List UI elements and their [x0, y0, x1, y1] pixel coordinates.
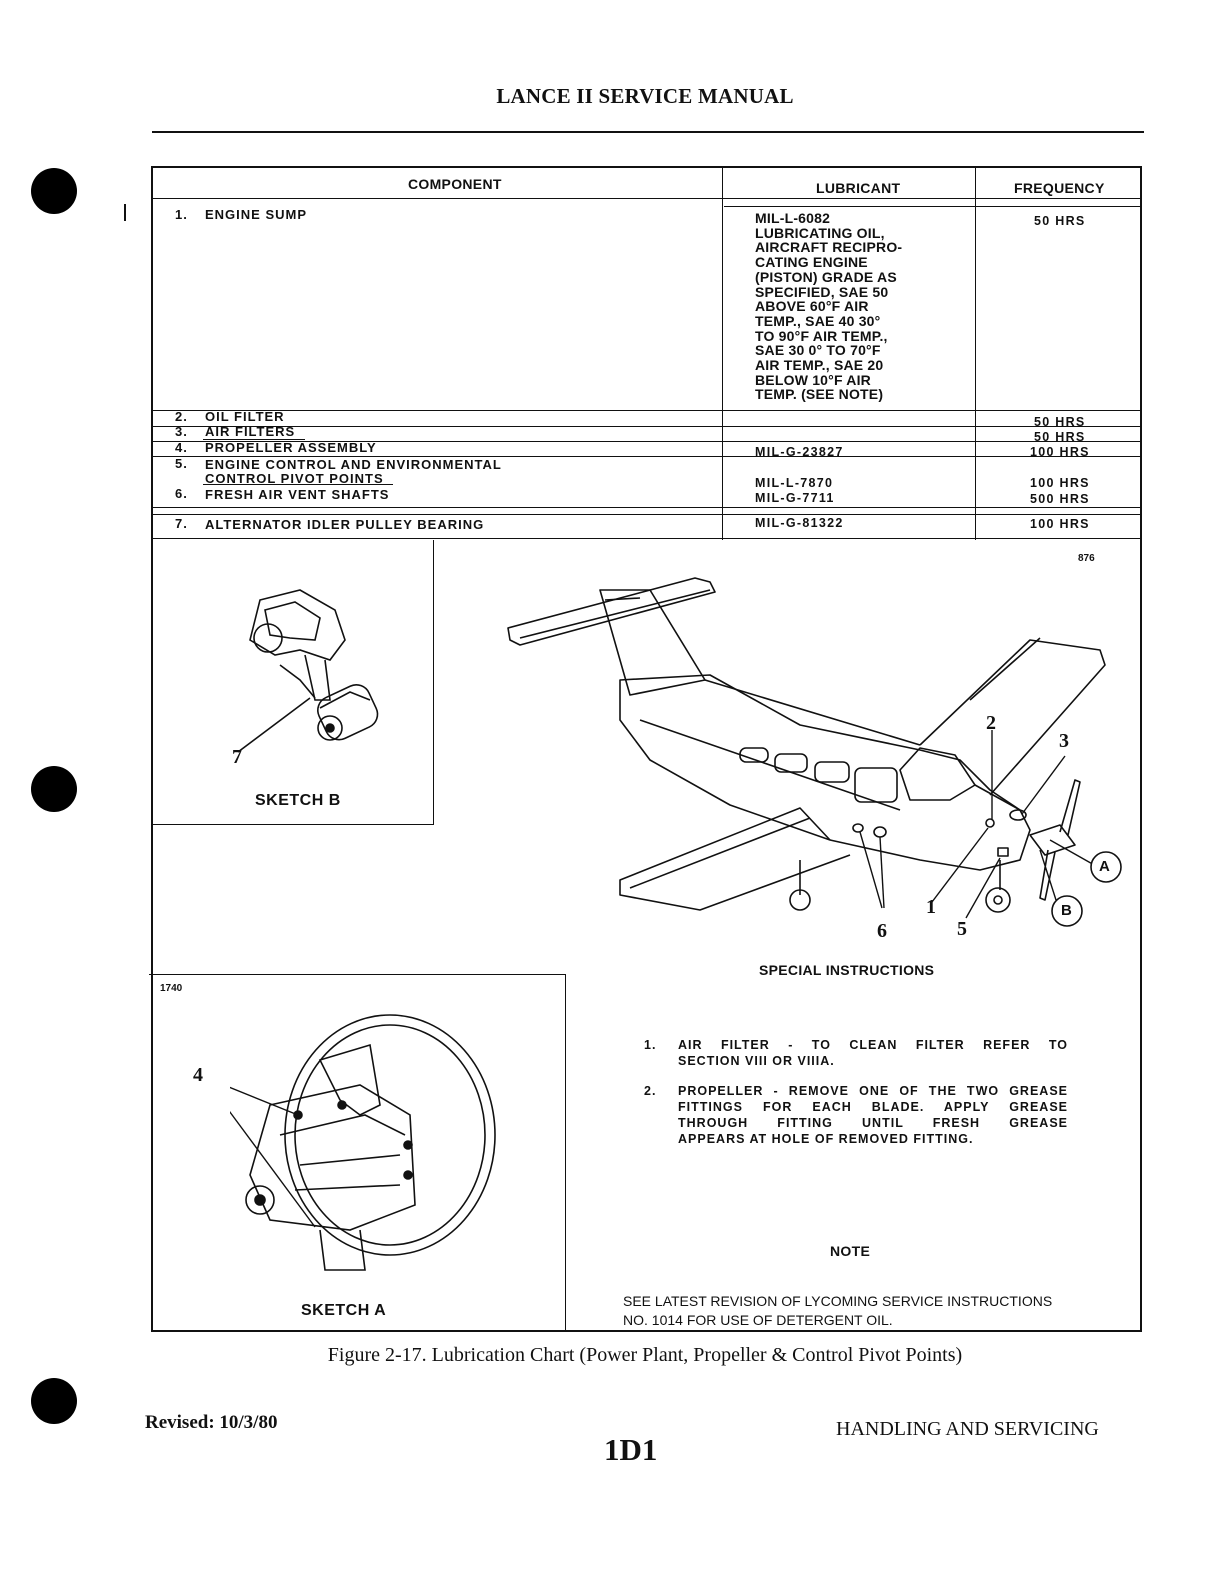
component-name: AIR FILTERS — [205, 424, 296, 439]
frequency-value: 100 HRS — [1030, 476, 1090, 490]
column-header-component: COMPONENT — [408, 176, 502, 192]
table-line — [153, 426, 1141, 427]
callout-7: 7 — [232, 746, 242, 768]
component-name: ENGINE SUMP — [205, 207, 308, 222]
table-line — [153, 514, 1141, 515]
lubricant-spec: MIL-G-7711 — [755, 491, 835, 505]
binder-hole-bottom — [31, 1378, 77, 1424]
row-number: 6. — [175, 486, 188, 501]
instruction-text: AIR FILTER - TO CLEAN FILTER REFER TO SECTION VIII OR VIIIA. — [678, 1038, 1068, 1068]
table-line — [153, 538, 1141, 539]
row-number: 3. — [175, 424, 188, 439]
aircraft-drawing — [500, 570, 1140, 950]
figure-code: 876 — [1078, 553, 1095, 564]
sketch-b-label: SKETCH B — [255, 792, 341, 809]
revised-date: Revised: 10/3/80 — [145, 1412, 278, 1433]
component-name: ALTERNATOR IDLER PULLEY BEARING — [205, 517, 485, 532]
frequency-value: 50 HRS — [1034, 430, 1086, 444]
lubricant-spec: MIL-G-23827 — [755, 445, 844, 459]
instruction-number: 2. — [644, 1084, 657, 1098]
frequency-value: 100 HRS — [1030, 517, 1090, 531]
binder-hole-middle — [31, 766, 77, 812]
column-header-frequency: FREQUENCY — [1014, 180, 1105, 196]
callout-b: B — [1061, 902, 1072, 919]
table-line — [153, 198, 1141, 199]
callout-a: A — [1099, 858, 1110, 875]
callout-4: 4 — [193, 1064, 203, 1086]
note-text: SEE LATEST REVISION OF LYCOMING SERVICE INSTRUCTIONS NO. 1014 FOR USE OF DETERGENT OIL. — [623, 1293, 1053, 1328]
frequency-value: 500 HRS — [1030, 492, 1090, 506]
column-header-lubricant: LUBRICANT — [816, 180, 901, 196]
row-number: 2. — [175, 409, 188, 424]
row-number: 1. — [175, 207, 188, 222]
sketch-a-label: SKETCH A — [301, 1302, 387, 1319]
special-instructions-heading: SPECIAL INSTRUCTIONS — [759, 962, 935, 978]
note-heading: NOTE — [830, 1243, 871, 1259]
component-name: OIL FILTER — [205, 409, 285, 424]
table-line — [724, 206, 1141, 207]
component-name-line2: CONTROL PIVOT POINTS — [205, 471, 384, 486]
binder-hole-top — [31, 168, 77, 214]
page-number: 1D1 — [604, 1432, 658, 1467]
lubricant-spec: MIL-L-6082 LUBRICATING OIL, AIRCRAFT RECIPRO- CATING ENGINE (PISTON) GRADE AS SPECIFIED, SAE 50 ABOVE 60°F AIR TEMP., SAE 40 30° TO 90°F AIR TEMP., SAE 30 0° TO 70°F AIR TEMP., SAE 20 BELOW 10°F AIR TEMP. (SEE NOTE) — [755, 210, 903, 403]
frequency-value: 50 HRS — [1034, 214, 1086, 228]
instruction-text: PROPELLER - REMOVE ONE OF THE TWO GREASE FITTINGS FOR EACH BLADE. APPLY GREASE THROUGH FITTING UNTIL FRESH GREASE APPEARS AT HOLE OF REMOVED FITTING. — [678, 1084, 1068, 1146]
callout-3: 3 — [1059, 730, 1069, 752]
callout-6: 6 — [877, 920, 887, 942]
frequency-value: 100 HRS — [1030, 445, 1090, 459]
lubricant-spec: MIL-G-81322 — [755, 516, 844, 530]
row-number: 5. — [175, 456, 188, 471]
section-name: HANDLING AND SERVICING — [836, 1418, 1099, 1440]
callout-1: 1 — [926, 896, 936, 918]
callout-7-leader — [230, 690, 320, 760]
table-line — [153, 410, 1141, 411]
figure-caption: Figure 2-17. Lubrication Chart (Power Plant, Propeller & Control Pivot Points) — [327, 1344, 963, 1366]
callout-5: 5 — [957, 918, 967, 940]
row-number: 4. — [175, 440, 188, 455]
table-line — [722, 168, 723, 540]
table-line — [975, 168, 976, 540]
page-title: LANCE II SERVICE MANUAL — [496, 84, 794, 108]
table-line — [153, 507, 1141, 508]
lubricant-spec: MIL-L-7870 — [755, 476, 834, 490]
figure-code: 1740 — [160, 983, 183, 994]
header-rule — [152, 131, 1144, 133]
frequency-value: 50 HRS — [1034, 415, 1086, 429]
margin-bar — [124, 204, 126, 221]
row-number: 7. — [175, 516, 188, 531]
component-name: PROPELLER ASSEMBLY — [205, 440, 377, 455]
callout-2: 2 — [986, 712, 996, 734]
sketch-a-drawing — [230, 1005, 510, 1275]
instruction-number: 1. — [644, 1038, 657, 1052]
component-name: ENGINE CONTROL AND ENVIRONMENTAL — [205, 457, 502, 472]
component-name: FRESH AIR VENT SHAFTS — [205, 487, 390, 502]
